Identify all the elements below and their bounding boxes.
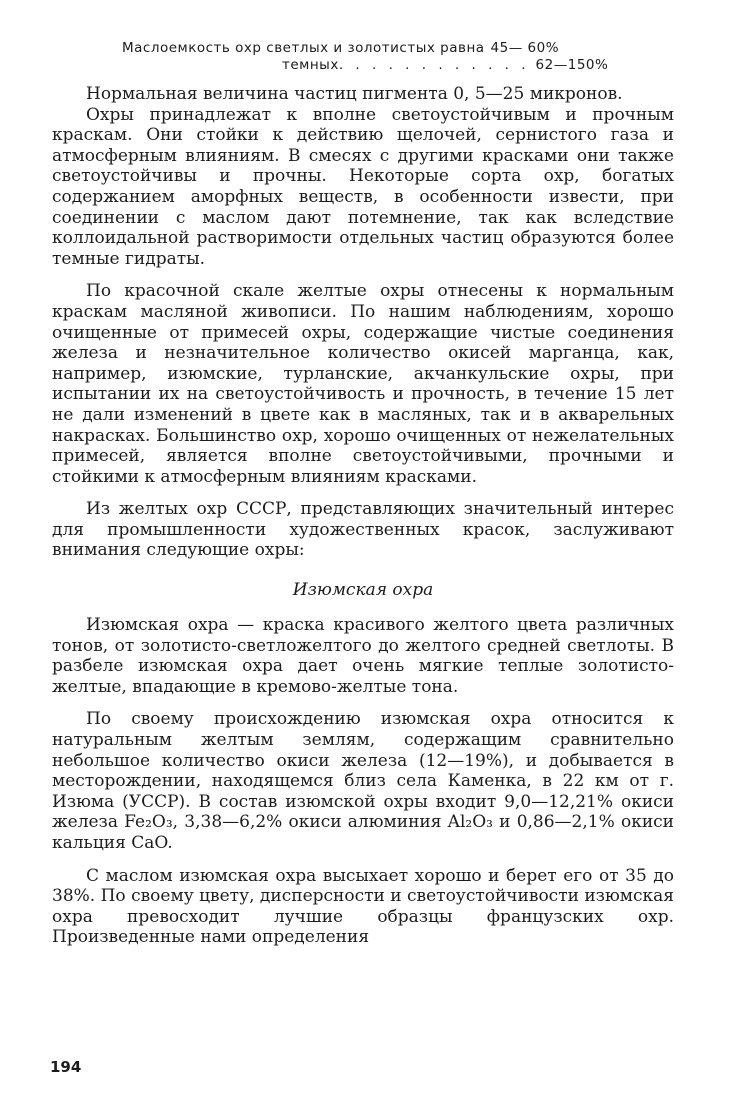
oil-absorption-label-light: Маслоемкость охр светлых и золотистых равна <box>122 40 485 56</box>
section-title: Изюмская охра <box>292 580 434 601</box>
paragraph-lightfastness: Охры принадлежат к вполне светоустойчивым и прочным краскам. Они стойки к действию щелочей, сернистого газа и атмосферным влияниям. В смесях с другими красками они также светоустойчивы и прочны. Некоторые сорта охр, богатых содержанием аморфных веществ, в особенности извести, при соединении с маслом дают потемнение, так как вследствие коллоидальной растворимости отдельных частиц образуются более темные гидраты. <box>52 104 674 269</box>
oil-absorption-label-dark: темных <box>282 57 339 73</box>
book-page <box>52 40 674 1080</box>
oil-absorption-table <box>122 40 674 74</box>
paragraph-ussr-ochres: Из желтых охр СССР, представляющих значительный интерес для промышленности художественных красок, заслуживают внимания следующие охры: <box>52 499 674 561</box>
page-number: 194 <box>50 1058 82 1076</box>
paragraph-izyum-oil: С маслом изюмская охра высыхает хорошо и берет его от 35 до 38%. По своему цвету, дисперсности и светоустойчивости изюмская охра превосходит лучшие образцы французских охр. Произведенные нами определения <box>52 865 674 948</box>
oil-absorption-value-light: 45— 60% <box>490 40 560 56</box>
paragraph-particle-size: Нормальная величина частиц пигмента 0, 5—25 микронов. <box>86 84 623 104</box>
oil-absorption-row-light <box>122 40 674 57</box>
oil-absorption-row-dark <box>122 57 674 74</box>
paragraph-color-scale: По красочной скале желтые охры отнесены к нормальным краскам масляной живописи. По нашим наблюдениям, хорошо очищенные от примесей охры, содержащие чистые соединения железа и незначительное количество окисей марганца, как, например, изюмские, турланские, акчанкульские охры, при испытании их на светоустойчивость и прочность, в течение 15 лет не дали изменений в цвете как в масляных, так и в акварельных накрасках. Большинство охр, хорошо очищенных от нежелательных примесей, является вполне светоустойчивыми, прочными и стойкими к атмосферным влияниям красками. <box>52 281 674 487</box>
oil-absorption-leader-dots: . . . . . . . . . . . . <box>338 57 530 73</box>
paragraph-izyum-origin: По своему происхождению изюмская охра относится к натуральным желтым землям, содержащим сравнительно небольшое количество окиси железа (12—19%), и добывается в месторождении, находящемся близ села Каменка, в 22 км от г. Изюма (УССР). В состав изюмской охры входит 9,0—12,21% окиси железа Fe₂O₃, 3,38—6,2% окиси алюминия Al₂O₃ и 0,86—2,1% окиси кальция CaO. <box>52 709 674 853</box>
oil-absorption-value-dark: 62—150% <box>535 57 609 73</box>
paragraph-izyum-description: Изюмская охра — краска красивого желтого цвета различных тонов, от золотисто-светложелтого до желтого средней светлоты. В разбеле изюмская охра дает очень мягкие теплые золотисто-желтые, впадающие в кремово-желтые тона. <box>52 615 674 697</box>
